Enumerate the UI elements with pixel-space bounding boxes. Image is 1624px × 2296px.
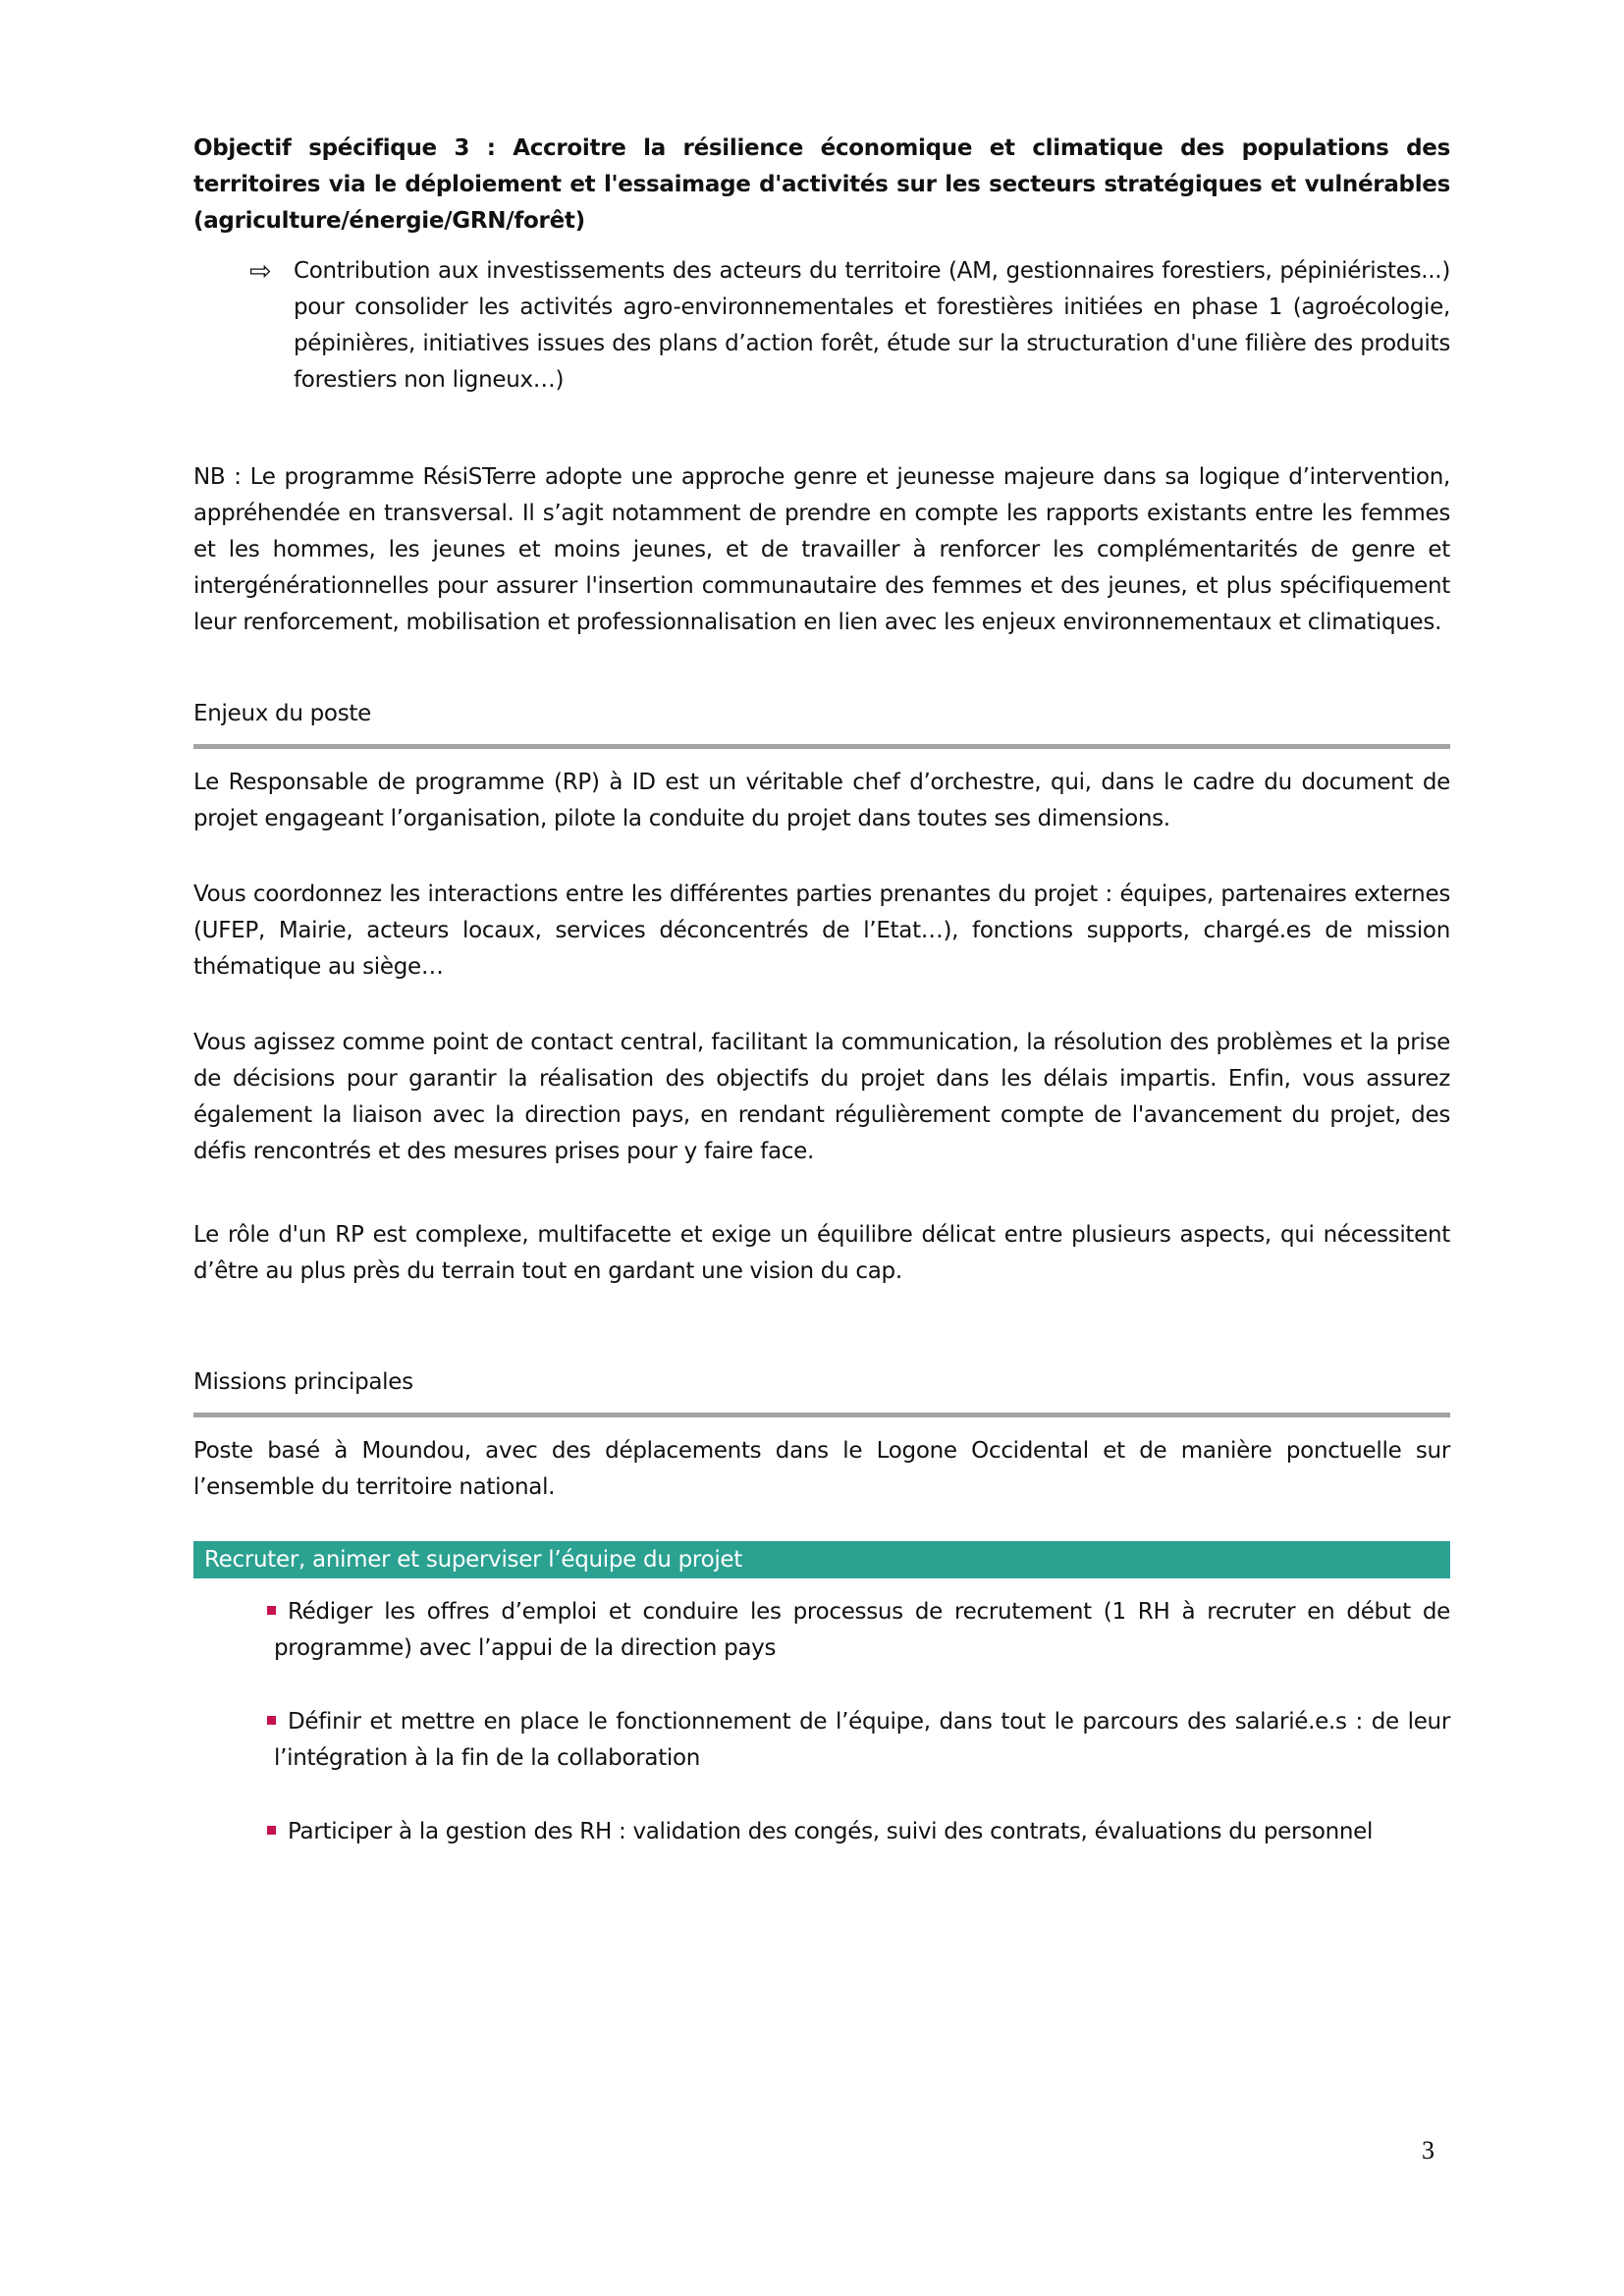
objective-heading: Objectif spécifique 3 : Accroitre la résilience économique et climatique des populations des territoires via le déploiement et l'essaimage d'activités sur les secteurs stratégiques et vulnérables (agriculture/énergie/GRN/forêt)	[193, 135, 1450, 234]
bullet-text: Rédiger les offres d’emploi et conduire les processus de recrutement (1 RH à recruter en début de programme) avec l’appui de la direction pays	[274, 1599, 1450, 1661]
section-rule	[193, 744, 1450, 749]
mission-banner-label: Recruter, animer et superviser l’équipe du projet	[204, 1546, 743, 1573]
objective-bullet-text: Contribution aux investissements des acteurs du territoire (AM, gestionnaires forestiers, pépiniéristes...) pour consolider les activités agro-environnementales et forestières initiées en phase 1 (agroécologie, pépinières, initiatives issues des plans d’action forêt, étude sur la structuration d'une filière des produits forestiers non ligneux…)	[294, 258, 1450, 393]
square-bullet-icon	[267, 1826, 276, 1835]
square-bullet-icon	[267, 1716, 276, 1725]
enjeux-paragraph-4: Le rôle d'un RP est complexe, multifacette et exige un équilibre délicat entre plusieurs aspects, qui nécessitent d’être au plus près du terrain tout en gardant une vision du cap.	[193, 1222, 1450, 1284]
nb-paragraph: NB : Le programme RésiSTerre adopte une approche genre et jeunesse majeure dans sa logique d’intervention, appréhendée en transversal. Il s’agit notamment de prendre en compte les rapports existants entre les femmes et les hommes, les jeunes et moins jeunes, et de travailler à renforcer les complémentarités de genre et intergénérationnelles pour assurer l'insertion communautaire des femmes et des jeunes, et plus spécifiquement leur renforcement, mobilisation et professionnalisation en lien avec les enjeux environnementaux et climatiques.	[193, 464, 1450, 635]
list-item	[193, 1704, 1450, 1777]
enjeux-paragraph-1: Le Responsable de programme (RP) à ID est un véritable chef d’orchestre, qui, dans le cadre du document de projet engageant l’organisation, pilote la conduite du projet dans toutes ses dimensions.	[193, 770, 1450, 831]
square-bullet-icon	[267, 1606, 276, 1615]
objective-bullet-item	[193, 253, 1450, 399]
mission-banner	[193, 1541, 1450, 1578]
enjeux-paragraph-2: Vous coordonnez les interactions entre les différentes parties prenantes du projet : équipes, partenaires externes (UFEP, Mairie, acteurs locaux, services déconcentrés de l’Etat…), fonctions supports, chargé.es de mission thématique au siège…	[193, 881, 1450, 980]
arrow-bullet-icon: ⇨	[249, 256, 272, 287]
page-number: 3	[1422, 2136, 1435, 2164]
section-heading-enjeux: Enjeux du poste	[193, 701, 371, 726]
list-item	[193, 1594, 1450, 1667]
section-heading-missions: Missions principales	[193, 1369, 413, 1395]
section-rule	[193, 1413, 1450, 1417]
enjeux-paragraph-3: Vous agissez comme point de contact central, facilitant la communication, la résolution des problèmes et la prise de décisions pour garantir la réalisation des objectifs du projet dans les délais impartis. Enfin, vous assurez également la liaison avec la direction pays, en rendant régulièrement compte de l'avancement du projet, des défis rencontrés et des mesures prises pour y faire face.	[193, 1030, 1450, 1164]
bullet-text: Participer à la gestion des RH : validation des congés, suivi des contrats, évaluations du personnel	[288, 1819, 1374, 1844]
bullet-text: Définir et mettre en place le fonctionnement de l’équipe, dans tout le parcours des salarié.e.s : de leur l’intégration à la fin de la collaboration	[274, 1709, 1450, 1771]
missions-intro: Poste basé à Moundou, avec des déplacements dans le Logone Occidental et de manière ponctuelle sur l’ensemble du territoire national.	[193, 1438, 1450, 1500]
list-item	[193, 1814, 1450, 1850]
